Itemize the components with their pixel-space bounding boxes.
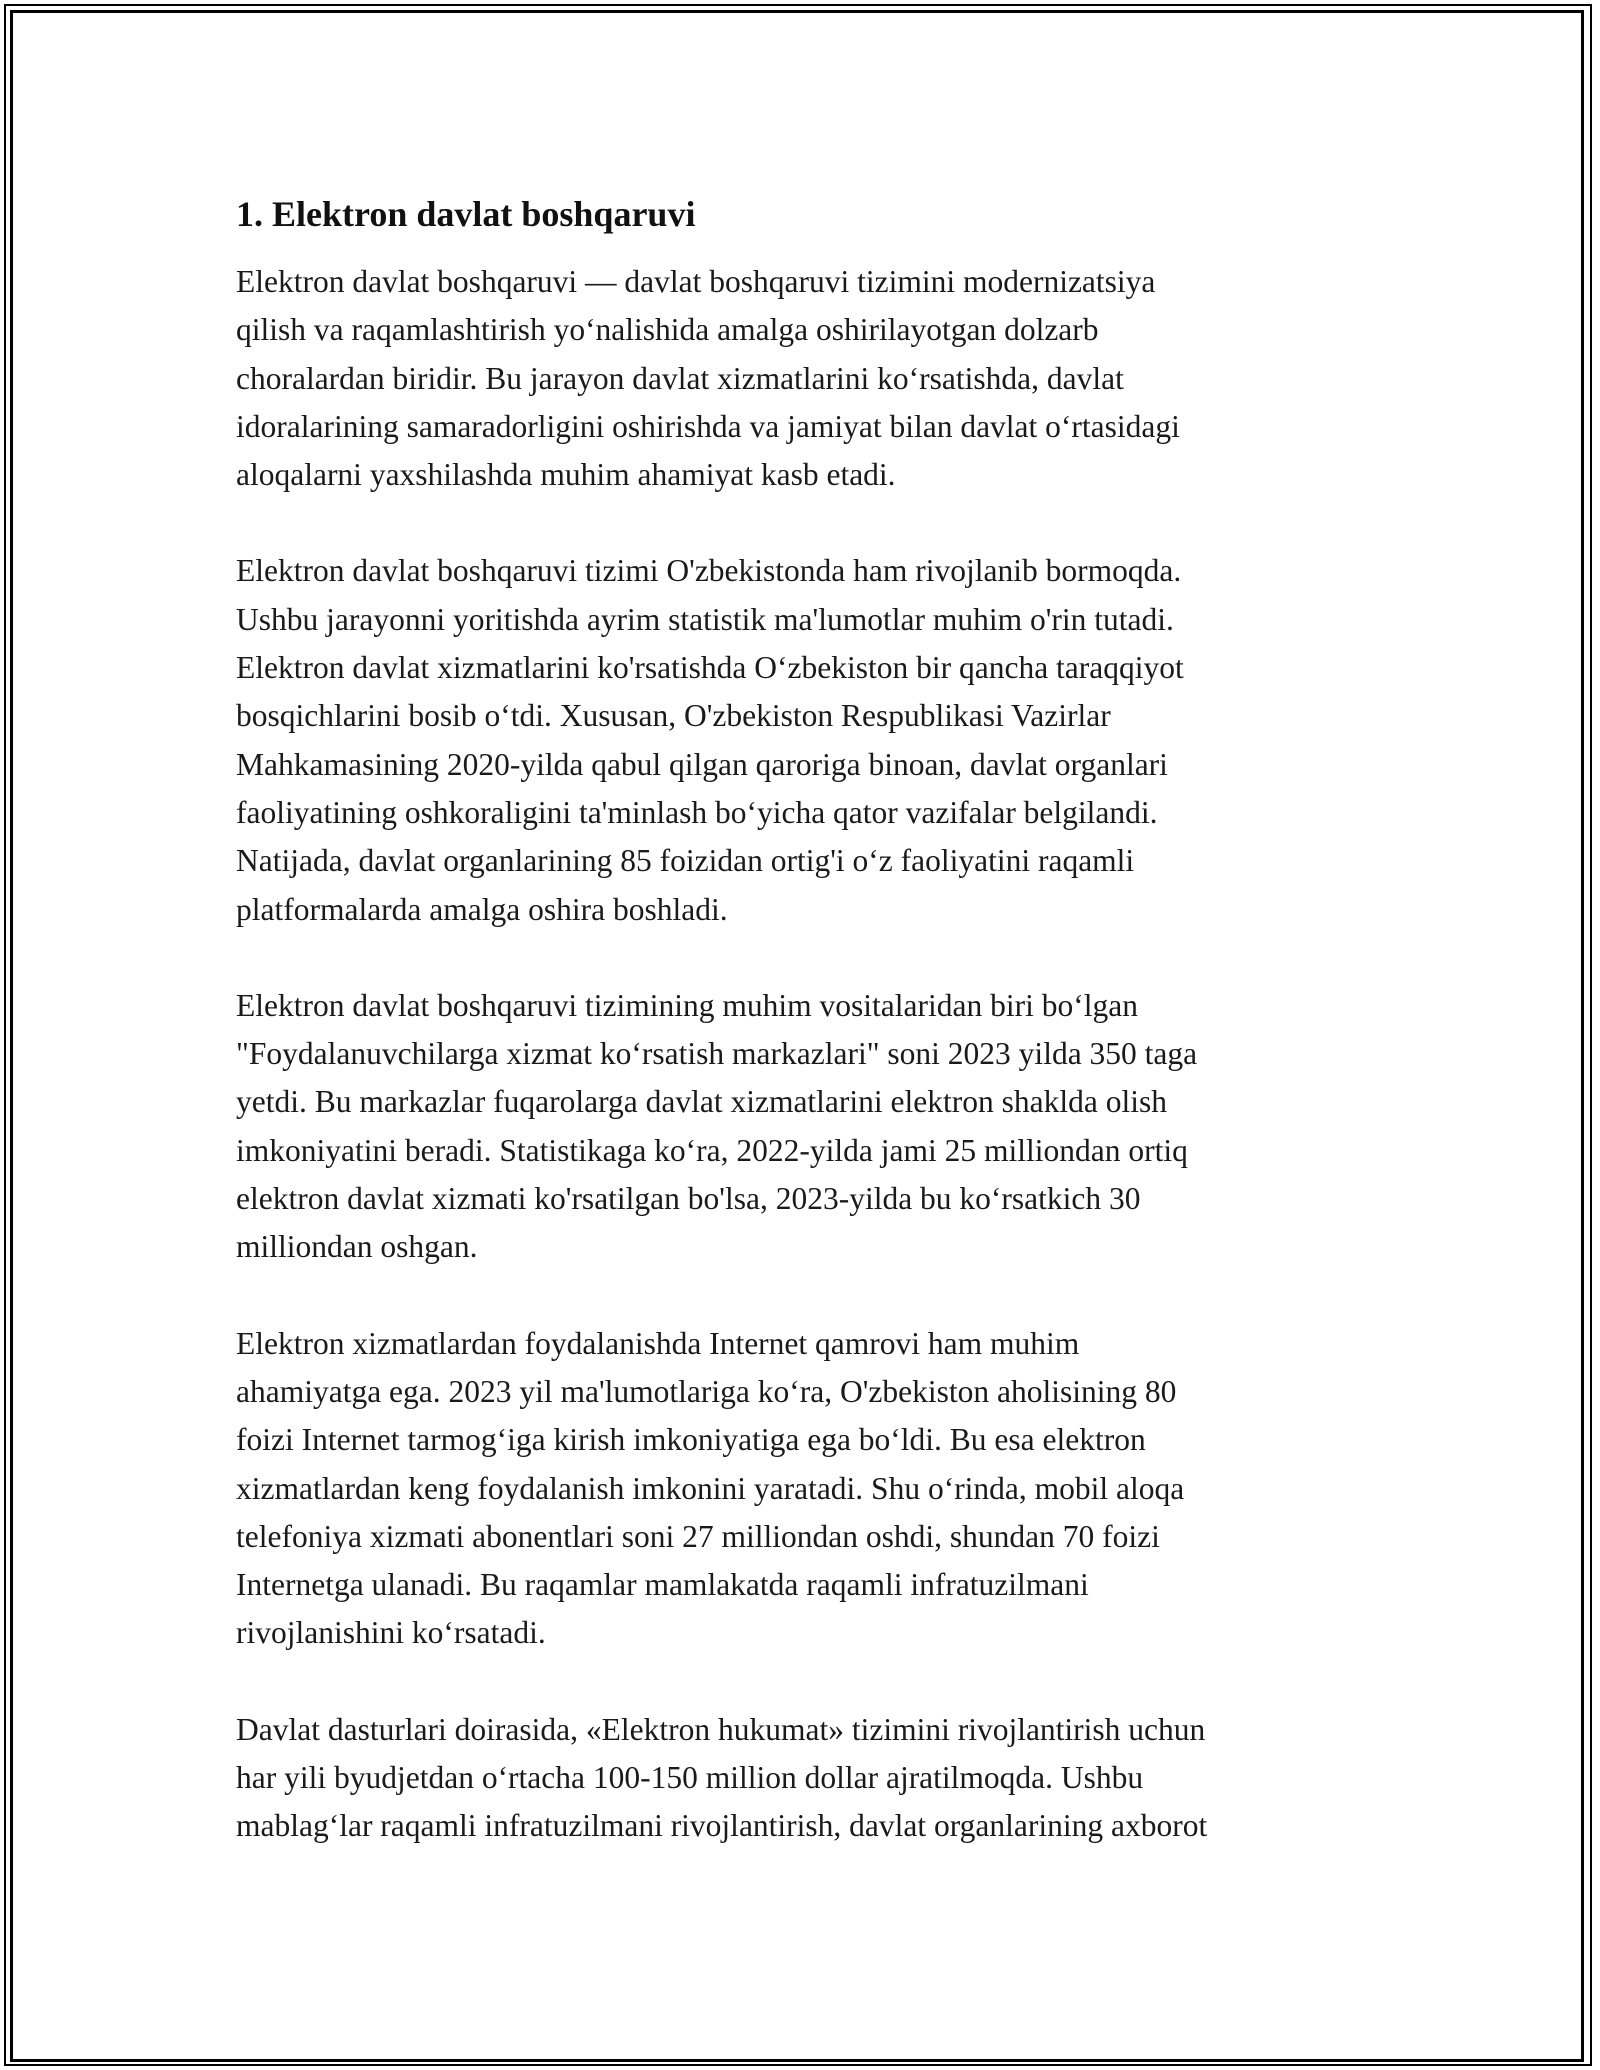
document-body <box>236 188 1376 1899</box>
paragraph-1: Elektron davlat boshqaruvi — davlat boshqaruvi tizimini modernizatsiya qilish va raqamlashtirish yoʻnalishida amalga oshirilayotgan dolzarb choralardan biridir. Bu jarayon davlat xizmatlarini koʻrsatishda, davlat idoralarining samaradorligini oshirishda va jamiyat bilan davlat oʻrtasidagi aloqalarni yaxshilashda muhim ahamiyat kasb etadi. <box>236 264 1180 493</box>
paragraph-2: Elektron davlat boshqaruvi tizimi O'zbekistonda ham rivojlanib bormoqda. Ushbu jarayonni yoritishda ayrim statistik ma'lumotlar muhim o'rin tutadi. Elektron davlat xizmatlarini ko'rsatishda Oʻzbekiston bir qancha taraqqiyot bosqichlarini bosib oʻtdi. Xususan, O'zbekiston Respublikasi Vazirlar Mahkamasining 2020-yilda qabul qilgan qaroriga binoan, davlat organlari faoliyatining oshkoraligini ta'minlash boʻyicha qator vazifalar belgilandi. Natijada, davlat organlarining 85 foizidan ortig'i oʻz faoliyatini raqamli platformalarda amalga oshira boshladi. <box>236 553 1184 927</box>
paragraph-3: Elektron davlat boshqaruvi tizimining muhim vositalaridan biri boʻlgan "Foydalanuvchilarga xizmat koʻrsatish markazlari" soni 2023 yilda 350 taga yetdi. Bu markazlar fuqarolarga davlat xizmatlarini elektron shaklda olish imkoniyatini beradi. Statistikaga koʻra, 2022-yilda jami 25 milliondan ortiq elektron davlat xizmati ko'rsatilgan bo'lsa, 2023-yilda bu koʻrsatkich 30 milliondan oshgan. <box>236 987 1198 1265</box>
paragraph-4: Elektron xizmatlardan foydalanishda Internet qamrovi ham muhim ahamiyatga ega. 2023 yil ma'lumotlariga koʻra, O'zbekiston aholisining 80 foizi Internet tarmogʻiga kirish imkoniyatiga ega boʻldi. Bu esa elektron xizmatlardan keng foydalanish imkonini yaratadi. Shu oʻrinda, mobil aloqa telefoniya xizmati abonentlari soni 27 milliondan oshdi, shundan 70 foizi Internetga ulanadi. Bu raqamlar mamlakatda raqamli infratuzilmani rivojlanishini koʻrsatadi. <box>236 1325 1185 1651</box>
paragraph-5: Davlat dasturlari doirasida, «Elektron hukumat» tizimini rivojlantirish uchun har yili byudjetdan oʻrtacha 100-150 million dollar ajratilmoqda. Ushbu mablagʻlar raqamli infratuzilmani rivojlantirish, davlat organlarining axborot <box>236 1711 1208 1844</box>
section-title: 1. Elektron davlat boshqaruvi <box>236 194 696 234</box>
